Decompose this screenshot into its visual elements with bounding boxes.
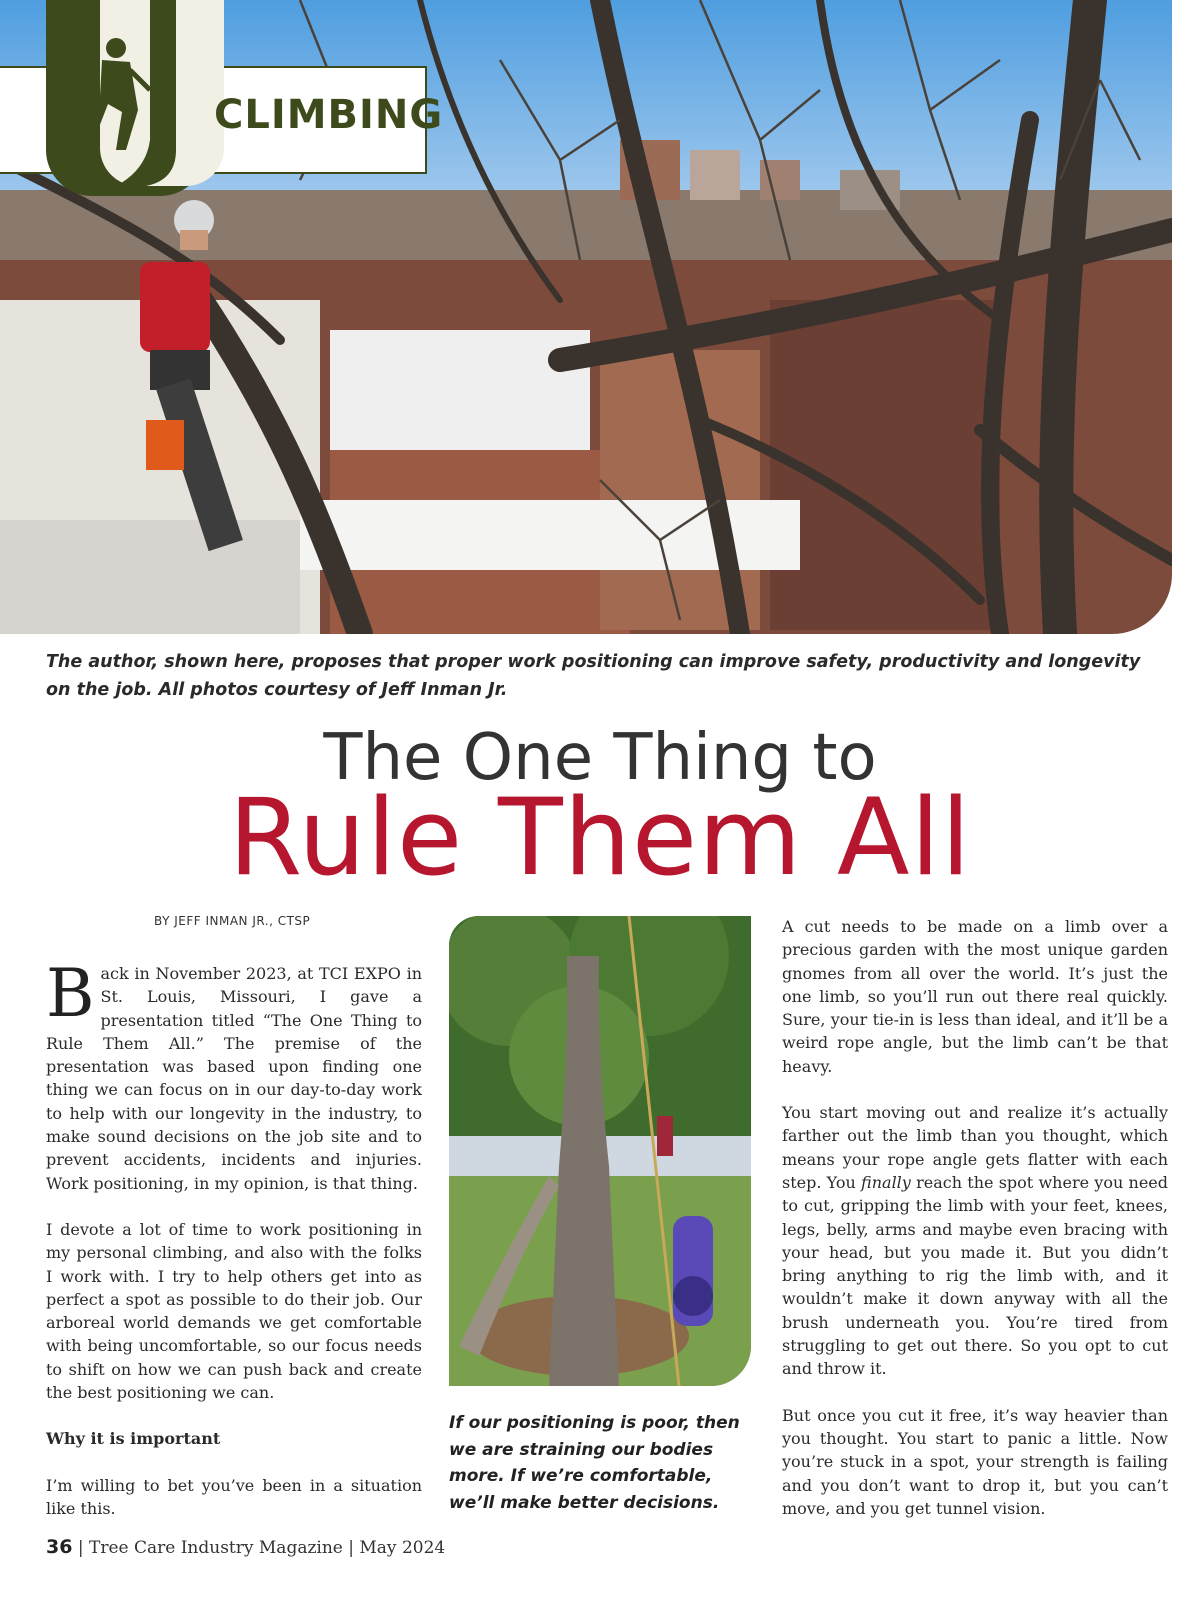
- article-column-1: [46, 955, 422, 1543]
- byline: BY JEFF INMAN JR., CTSP: [154, 914, 311, 928]
- article-paragraph: Back in November 2023, at TCI EXPO in St. Louis, Missouri, I gave a presentation titled “The One Thing to Rule Them All.” The premise of the presentation was based upon finding one thing we can focus on in our day-to-day work to help with our longevity in the industry, to make sound decisions on the job site and to prevent accidents, incidents and injuries. Work positioning, in my opinion, is that thing.: [46, 955, 422, 1193]
- pull-quote: If our positioning is poor, then we are straining our bodies more. If we’re comfortable, we’ll make better decisions.: [449, 1413, 740, 1513]
- article-paragraph: I’m willing to bet you’ve been in a situation like this.: [46, 1475, 422, 1518]
- article-paragraph: You start moving out and realize it’s actually farther out the limb than you thought, which means your rope angle gets flatter with each step. You finally reach the spot where you need to cut, gripping the limb with your feet, knees, legs, belly, arms and maybe even bracing with your head, but you made it. But you didn’t bring anything to rig the limb with, and it wouldn’t make it down anyway with all the brush underneath you. You’re tired from struggling to get out there. So you opt to cut and throw it.: [782, 1103, 1169, 1379]
- photo-caption: The author, shown here, proposes that proper work positioning can improve safety, productivity and longevity on the job. All photos courtesy of Jeff Inman Jr.: [46, 652, 1141, 700]
- article-column-3: [782, 915, 1168, 1543]
- footer-text: | Tree Care Industry Magazine | May 2024: [72, 1538, 446, 1558]
- headline-line-1: The One Thing to: [323, 721, 877, 795]
- section-subhead: Why it is important: [46, 1429, 221, 1449]
- section-logo: [46, 0, 206, 196]
- article-paragraph: A cut needs to be made on a limb over a precious garden with the most unique garden gnomes from all over the world. It’s just the one limb, so you’ll run out there real quickly. Sure, your tie-in is less than ideal, and it’ll be a weird rope angle, but the limb can’t be that heavy.: [782, 917, 1168, 1076]
- article-paragraph: I devote a lot of time to work positioning in my personal climbing, and also with the folks I work with. I try to help others get into as perfect a spot as possible to do their job. Our arboreal world demands we get comfortable with being uncomfortable, so our focus needs to shift on how we can push back and create the best positioning we can.: [46, 1219, 422, 1403]
- page-number: 36: [46, 1536, 73, 1558]
- headline-line-2: Rule Them All: [228, 776, 972, 899]
- article-paragraph: But once you cut it free, it’s way heavier than you thought. You start to panic a little. Now you’re stuck in a spot, your strength is failing and you don’t want to drop it, but you can’t move, and you get tunnel vision.: [782, 1405, 1168, 1518]
- tree-climber-silhouette-icon: [46, 0, 206, 196]
- drop-cap: B: [46, 955, 95, 1032]
- tree-photo: [449, 916, 751, 1386]
- page-footer: [46, 1536, 445, 1558]
- section-label: CLIMBING: [214, 92, 444, 138]
